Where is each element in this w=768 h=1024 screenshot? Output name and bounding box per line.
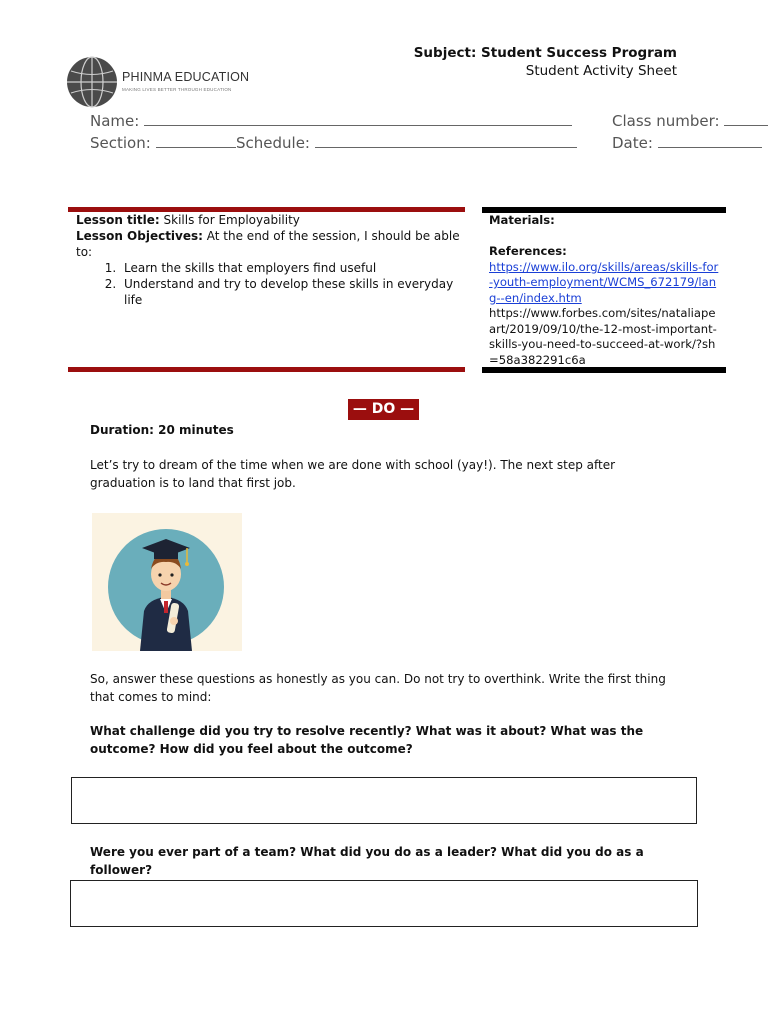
class-number-blank[interactable] [724, 111, 768, 126]
objective-item: 2. Understand and try to develop these skills in everyday life [120, 276, 464, 308]
name-label: Name: [90, 112, 140, 130]
do-banner: — DO — [348, 399, 419, 420]
materials-box [489, 213, 721, 368]
lesson-objectives-intro: At the end of the session, I should be able to: [76, 229, 460, 259]
objectives-list [76, 260, 464, 308]
name-blank[interactable] [144, 111, 572, 126]
references-label: References: [489, 244, 567, 258]
graduate-illustration [92, 513, 242, 651]
phinma-logo [66, 56, 250, 112]
objective-item: 1. Learn the skills that employers find useful [120, 260, 464, 276]
materials-label: Materials: [489, 213, 555, 227]
logo-name: PHINMA EDUCATION [122, 70, 250, 84]
materials-bottom-rule [482, 367, 726, 373]
reference-link-ilo[interactable]: https://www.ilo.org/skills/areas/skills-for-youth-employment/WCMS_672179/lang--en/index.htm [489, 259, 719, 305]
schedule-field[interactable] [236, 133, 577, 152]
schedule-label: Schedule: [236, 134, 310, 152]
logo-tagline: MAKING LIVES BETTER THROUGH EDUCATION [122, 87, 232, 92]
section-label: Section: [90, 134, 151, 152]
lesson-box [76, 212, 464, 308]
date-label: Date: [612, 134, 653, 152]
section-field[interactable] [90, 133, 236, 152]
intro-paragraph: Let’s try to dream of the time when we are done with school (yay!). The next step after graduation is to land that first job. [90, 458, 616, 490]
subject-title: Subject: Student Success Program [413, 45, 677, 61]
question-2: Were you ever part of a team? What did you do as a leader? What did you do as a follower? [90, 845, 644, 877]
sheet-title: Student Activity Sheet [525, 63, 677, 79]
globe-icon [66, 56, 118, 108]
schedule-blank[interactable] [315, 133, 577, 148]
lesson-title: Skills for Employability [163, 213, 300, 227]
graduate-image [92, 513, 242, 651]
section-blank[interactable] [156, 133, 236, 148]
date-field[interactable] [612, 133, 762, 152]
lesson-title-label: Lesson title: [76, 213, 160, 227]
name-field[interactable] [90, 111, 572, 130]
class-number-field[interactable] [612, 111, 768, 130]
answer-box-2[interactable] [70, 880, 698, 927]
lesson-objectives-label: Lesson Objectives: [76, 229, 203, 243]
duration-text: Duration: 20 minutes [90, 423, 234, 437]
instruction-paragraph: So, answer these questions as honestly as you can. Do not try to overthink. Write the first thing that comes to mind: [90, 672, 666, 704]
lesson-bottom-rule [68, 367, 465, 372]
date-blank[interactable] [658, 133, 762, 148]
reference-forbes: https://www.forbes.com/sites/nataliapeart/2019/09/10/the-12-most-important-skills-you-need-to-succeed-at-work/?sh=58a382291c6a [489, 306, 717, 367]
lesson-objectives-row [76, 228, 464, 260]
question-1: What challenge did you try to resolve recently? What was it about? What was the outcome? How did you feel about the outcome? [90, 724, 644, 756]
answer-box-1[interactable] [71, 777, 697, 824]
lesson-title-row [76, 212, 464, 228]
class-number-label: Class number: [612, 112, 720, 130]
